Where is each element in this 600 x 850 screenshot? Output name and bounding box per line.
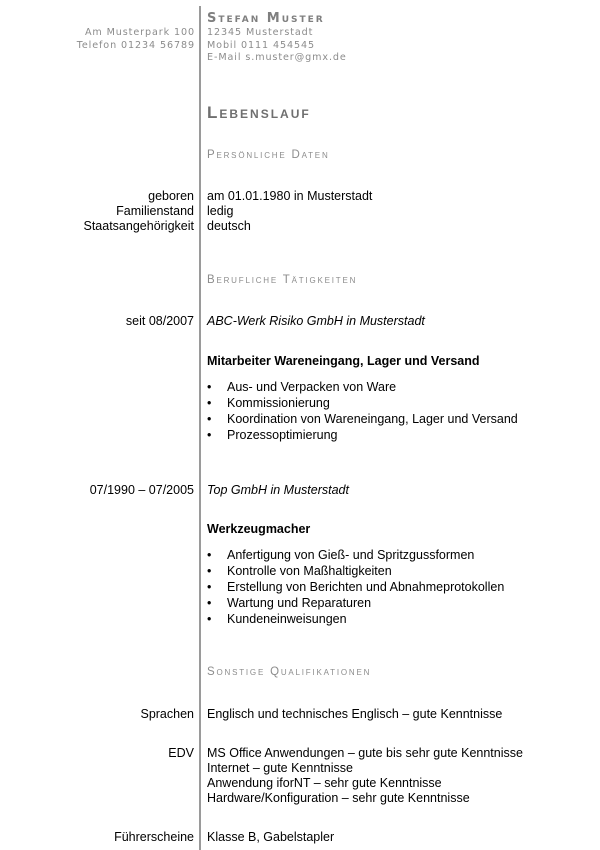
list-item	[207, 611, 504, 627]
job-position: Mitarbeiter Wareneingang, Lager und Versand	[207, 354, 480, 368]
vertical-divider	[199, 6, 201, 850]
list-item	[207, 411, 518, 427]
value-marital-status: ledig	[207, 204, 234, 218]
task-text: Wartung und Reparaturen	[227, 596, 372, 610]
label-nationality: Staatsangehörigkeit	[83, 219, 194, 233]
label-edv: EDV	[168, 746, 194, 760]
job-company: Top GmbH in Musterstadt	[207, 483, 349, 497]
address-city: 12345 Musterstadt	[207, 27, 314, 38]
job-company: ABC-Werk Risiko GmbH in Musterstadt	[207, 314, 425, 328]
job-task-list	[207, 547, 504, 627]
header-contact-right	[207, 12, 347, 65]
task-text: Aus- und Verpacken von Ware	[227, 380, 397, 394]
list-item	[207, 595, 504, 611]
list-item	[207, 563, 504, 579]
job-task-list	[207, 379, 518, 443]
edv-line: Hardware/Konfiguration – sehr gute Kenntnisse	[207, 791, 470, 805]
task-text: Kommissionierung	[227, 396, 330, 410]
address-street: Am Musterpark 100	[84, 27, 195, 38]
section-heading-work: Berufliche Tätigkeiten	[207, 274, 358, 286]
document-title: Lebenslauf	[207, 103, 311, 122]
bullet-icon: •	[207, 396, 212, 410]
bullet-icon: •	[207, 612, 212, 626]
list-item	[207, 427, 518, 443]
list-item	[207, 379, 518, 395]
edv-line: MS Office Anwendungen – gute bis sehr gute Kenntnisse	[207, 746, 523, 760]
list-item	[207, 547, 504, 563]
value-edv	[207, 746, 523, 806]
bullet-icon: •	[207, 580, 212, 594]
section-heading-qualifications: Sonstige Qualifikationen	[207, 666, 372, 678]
value-license: Klasse B, Gabelstapler	[207, 830, 335, 844]
task-text: Koordination von Wareneingang, Lager und Versand	[227, 412, 518, 426]
email: E-Mail s.muster@gmx.de	[207, 52, 347, 63]
edv-line: Internet – gute Kenntnisse	[207, 761, 353, 775]
job-period: 07/1990 – 07/2005	[89, 483, 194, 497]
label-born: geboren	[148, 189, 194, 203]
value-born: am 01.01.1980 in Musterstadt	[207, 189, 373, 203]
job-period: seit 08/2007	[125, 314, 194, 328]
mobile: Mobil 0111 454545	[207, 39, 316, 51]
label-marital-status: Familienstand	[116, 204, 194, 218]
section-heading-personal: Persönliche Daten	[207, 149, 330, 161]
bullet-icon: •	[207, 564, 212, 578]
job-position: Werkzeugmacher	[207, 522, 311, 536]
bullet-icon: •	[207, 412, 212, 426]
task-text: Erstellung von Berichten und Abnahmeprotokollen	[227, 580, 505, 594]
task-text: Anfertigung von Gieß- und Spritzgussformen	[227, 548, 475, 562]
value-nationality: deutsch	[207, 219, 251, 233]
phone: Telefon 01234 56789	[76, 39, 195, 51]
bullet-icon: •	[207, 380, 212, 394]
header-contact-left	[77, 27, 195, 52]
task-text: Prozessoptimierung	[227, 428, 338, 442]
label-license: Führerscheine	[114, 830, 194, 844]
bullet-icon: •	[207, 548, 212, 562]
task-text: Kontrolle von Maßhaltigkeiten	[227, 564, 392, 578]
list-item	[207, 395, 518, 411]
task-text: Kundeneinweisungen	[227, 612, 347, 626]
list-item	[207, 579, 504, 595]
edv-line: Anwendung iforNT – sehr gute Kenntnisse	[207, 776, 442, 790]
label-languages: Sprachen	[140, 707, 194, 721]
bullet-icon: •	[207, 596, 212, 610]
person-name: Stefan Muster	[207, 11, 325, 26]
bullet-icon: •	[207, 428, 212, 442]
value-languages: Englisch und technisches Englisch – gute Kenntnisse	[207, 707, 503, 721]
